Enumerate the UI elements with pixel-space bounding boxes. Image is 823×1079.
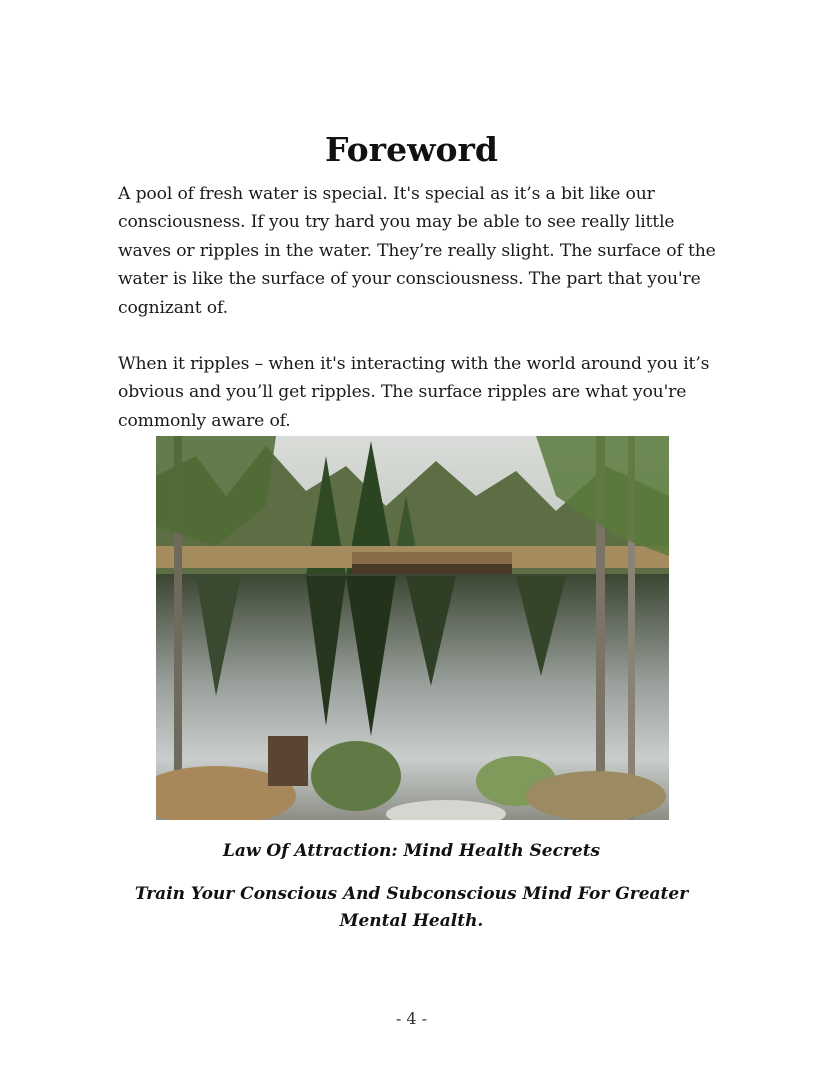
paragraph-1: A pool of fresh water is special. It's special as it’s a bit like our consciousness. If you try hard you may be able to see really little waves or ripples in the water. They’re really slight. The surface of the water is like the surface of your consciousness. The part that you're cognizant of.: [118, 184, 716, 318]
book-subtitle: Train Your Conscious And Subconscious Mind For Greater Mental Health.: [134, 884, 689, 931]
paragraph-2: When it ripples – when it's interacting with the world around you it’s obvious and you’ll get ripples. The surface ripples are what you're commonly aware of.: [118, 354, 710, 431]
book-title: Law Of Attraction: Mind Health Secrets: [222, 841, 601, 861]
page-title: Foreword: [325, 130, 498, 169]
pond-reflection-photo: [156, 436, 669, 820]
page-number: - 4 -: [395, 1009, 428, 1028]
